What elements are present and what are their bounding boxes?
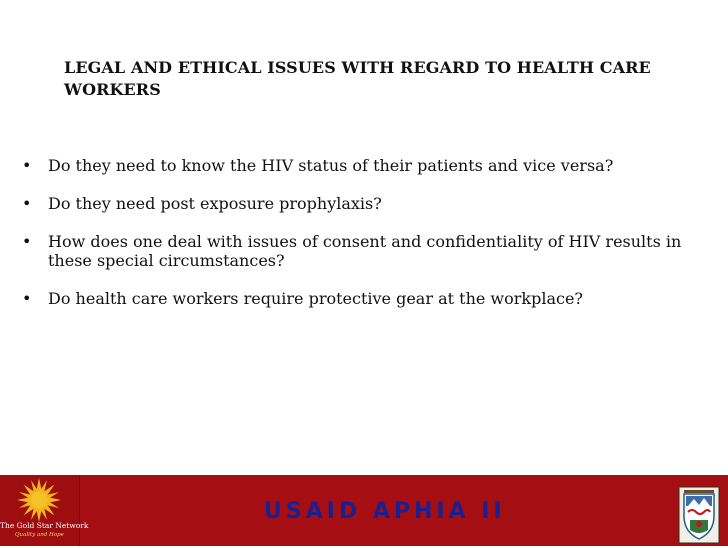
bullet-text: Do they need to know the HIV status of their patients and vice versa? bbox=[48, 156, 614, 175]
org-name: The Gold Star Network bbox=[0, 521, 89, 530]
footer-band bbox=[0, 475, 728, 546]
bullet-item bbox=[22, 232, 702, 270]
bullet-text: Do health care workers require protective gear at the workplace? bbox=[48, 289, 583, 308]
bullet-dot-icon: • bbox=[22, 194, 32, 213]
bullet-item bbox=[22, 194, 702, 213]
bullet-dot-icon: • bbox=[22, 232, 32, 251]
org-tagline: Quality and Hope bbox=[15, 532, 64, 538]
coat-of-arms-icon bbox=[678, 486, 720, 544]
bullet-dot-icon: • bbox=[22, 156, 32, 175]
bullet-text: Do they need post exposure prophylaxis? bbox=[48, 194, 382, 213]
bullet-dot-icon: • bbox=[22, 289, 32, 308]
bullet-list bbox=[22, 156, 702, 327]
gold-star-network-logo bbox=[0, 475, 89, 546]
slide-title: LEGAL AND ETHICAL ISSUES WITH REGARD TO HEALTH CARE WORKERS bbox=[64, 58, 651, 99]
bullet-text: How does one deal with issues of consent and confidentiality of HIV results in these special circumstances? bbox=[48, 232, 682, 270]
bullet-item bbox=[22, 289, 702, 308]
gold-star-sun-icon bbox=[16, 477, 62, 523]
program-name: USAID APHIA II bbox=[264, 499, 506, 524]
bullet-item bbox=[22, 156, 702, 175]
